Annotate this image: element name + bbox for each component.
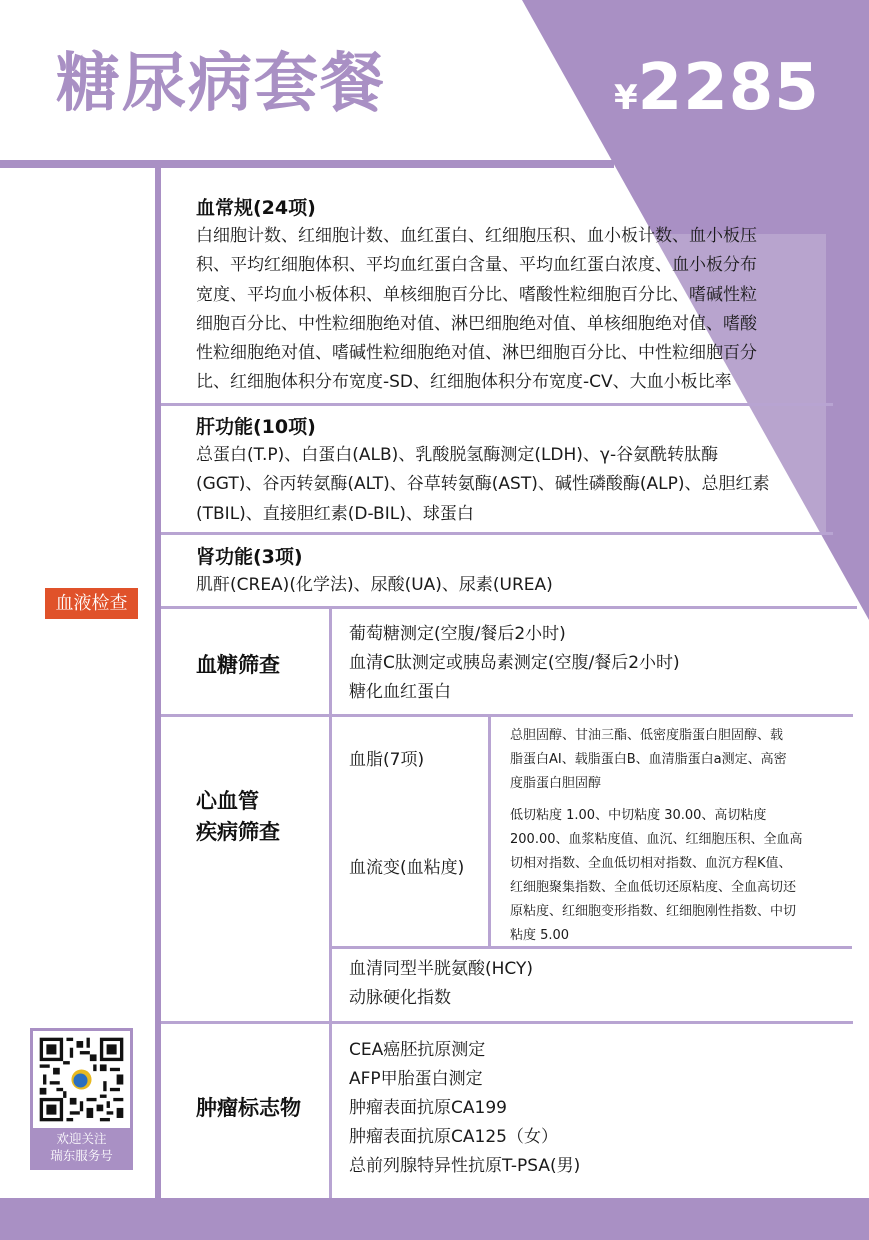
detail-line: 切相对指数、全血低切相对指数、血沉方程K值、: [510, 856, 792, 871]
section-body: [196, 441, 836, 529]
body-line: 总蛋白(T.P)、白蛋白(ALB)、乳酸脱氢酶测定(LDH)、γ-谷氨酰转肽酶: [196, 445, 719, 465]
section-kidney-function: [196, 543, 836, 600]
tumor-markers-list: [349, 1036, 580, 1181]
detail-line: 总胆固醇、甘油三酯、低密度脂蛋白胆固醇、载: [510, 728, 784, 743]
category-badge: 血液检查: [45, 588, 138, 619]
row-divider: [161, 1021, 853, 1024]
body-line: 肌酐(CREA)(化学法)、尿酸(UA)、尿素(UREA): [196, 575, 553, 595]
detail-line: 200.00、血浆粘度值、血沉、红细胞压积、全血高: [510, 832, 803, 847]
qr-caption: [30, 1130, 133, 1164]
lipids-label: 血脂(7项): [349, 750, 425, 770]
detail-line: 度脂蛋白胆固醇: [510, 776, 602, 791]
rheology-detail: [510, 804, 845, 948]
qr-code-icon[interactable]: [33, 1031, 130, 1128]
left-divider: [155, 168, 161, 1200]
body-line: 宽度、平均血小板体积、单核细胞百分比、嗜酸性粒细胞百分比、嗜碱性粒: [196, 284, 757, 305]
list-item: 糖化血红蛋白: [349, 682, 451, 702]
section-title: 血常规(24项): [196, 197, 316, 219]
detail-line: 红细胞聚集指数、全血低切还原粘度、全血高切还: [510, 880, 797, 895]
list-item: 葡萄糖测定(空腹/餐后2小时): [349, 624, 566, 644]
body-line: 白细胞计数、红细胞计数、血红蛋白、红细胞压积、血小板计数、血小板压: [196, 226, 757, 246]
list-item: CEA癌胚抗原测定: [349, 1040, 486, 1060]
body-line: 性粒细胞绝对值、嗜碱性粒细胞绝对值、淋巴细胞百分比、中性粒细胞百分: [196, 343, 757, 364]
qr-caption-line2: 瑞东服务号: [50, 1148, 113, 1163]
list-item: 动脉硬化指数: [349, 988, 451, 1008]
section-body: [196, 571, 836, 600]
list-item: AFP甲胎蛋白测定: [349, 1069, 483, 1089]
section-body: [196, 222, 836, 398]
list-item: 肿瘤表面抗原CA125（女）: [349, 1127, 558, 1147]
title-line: 心血管: [196, 789, 259, 813]
section-liver-function: [196, 413, 836, 529]
row-divider: [161, 606, 857, 609]
tumor-markers-title: 肿瘤标志物: [196, 1096, 301, 1120]
lipids-detail: [510, 724, 845, 796]
body-line: 比、红细胞体积分布宽度-SD、红细胞体积分布宽度-CV、大血小板比率: [196, 372, 732, 393]
rheology-label: 血流变(血粘度): [349, 858, 465, 878]
header-divider: [0, 160, 614, 168]
row-divider: [161, 532, 833, 535]
list-item: 血清同型半胱氨酸(HCY): [349, 959, 534, 979]
blood-sugar-title: 血糖筛查: [196, 653, 280, 677]
row-divider: [161, 403, 833, 406]
price: [614, 48, 820, 144]
qr-pattern: [33, 1031, 130, 1128]
sub-column-divider: [488, 717, 491, 947]
detail-line: 脂蛋白AⅠ、载脂蛋白B、血清脂蛋白a测定、高密: [510, 752, 787, 767]
list-item: 肿瘤表面抗原CA199: [349, 1098, 507, 1118]
section-blood-routine: [196, 194, 836, 398]
section-title: 肾功能(3项): [196, 546, 303, 568]
footer-band: [0, 1198, 869, 1240]
blood-sugar-list: [349, 620, 680, 707]
cardio-other-list: [349, 955, 533, 1013]
list-item: 总前列腺特异性抗原T-PSA(男): [349, 1156, 581, 1176]
cardiovascular-title: [196, 786, 280, 848]
list-item: 血清C肽测定或胰岛素测定(空腹/餐后2小时): [349, 653, 680, 673]
qr-card: [30, 1028, 133, 1170]
detail-line: 原粘度、红细胞变形指数、红细胞刚性指数、中切: [510, 904, 797, 919]
body-line: (TBIL)、直接胆红素(D-BIL)、球蛋白: [196, 503, 474, 524]
body-line: 积、平均红细胞体积、平均血红蛋白含量、平均血红蛋白浓度、血小板分布: [196, 255, 757, 276]
qr-caption-line1: 欢迎关注: [56, 1131, 107, 1146]
body-line: (GGT)、谷丙转氨酶(ALT)、谷草转氨酶(AST)、碱性磷酸酶(ALP)、总胆红素: [196, 474, 770, 495]
currency-symbol: ¥: [614, 78, 638, 118]
detail-line: 粘度 5.00: [510, 928, 570, 943]
title-line: 疾病筛查: [196, 820, 280, 844]
row-divider: [161, 714, 853, 717]
price-amount: 2285: [637, 51, 820, 125]
body-line: 细胞百分比、中性粒细胞绝对值、淋巴细胞绝对值、单核细胞绝对值、嗜酸: [196, 313, 757, 334]
row-divider: [332, 946, 852, 949]
column-divider: [329, 609, 332, 1198]
detail-line: 低切粘度 1.00、中切粘度 30.00、高切粘度: [510, 808, 767, 823]
page-title: 糖尿病套餐: [56, 47, 386, 121]
section-title: 肝功能(10项): [196, 416, 316, 438]
